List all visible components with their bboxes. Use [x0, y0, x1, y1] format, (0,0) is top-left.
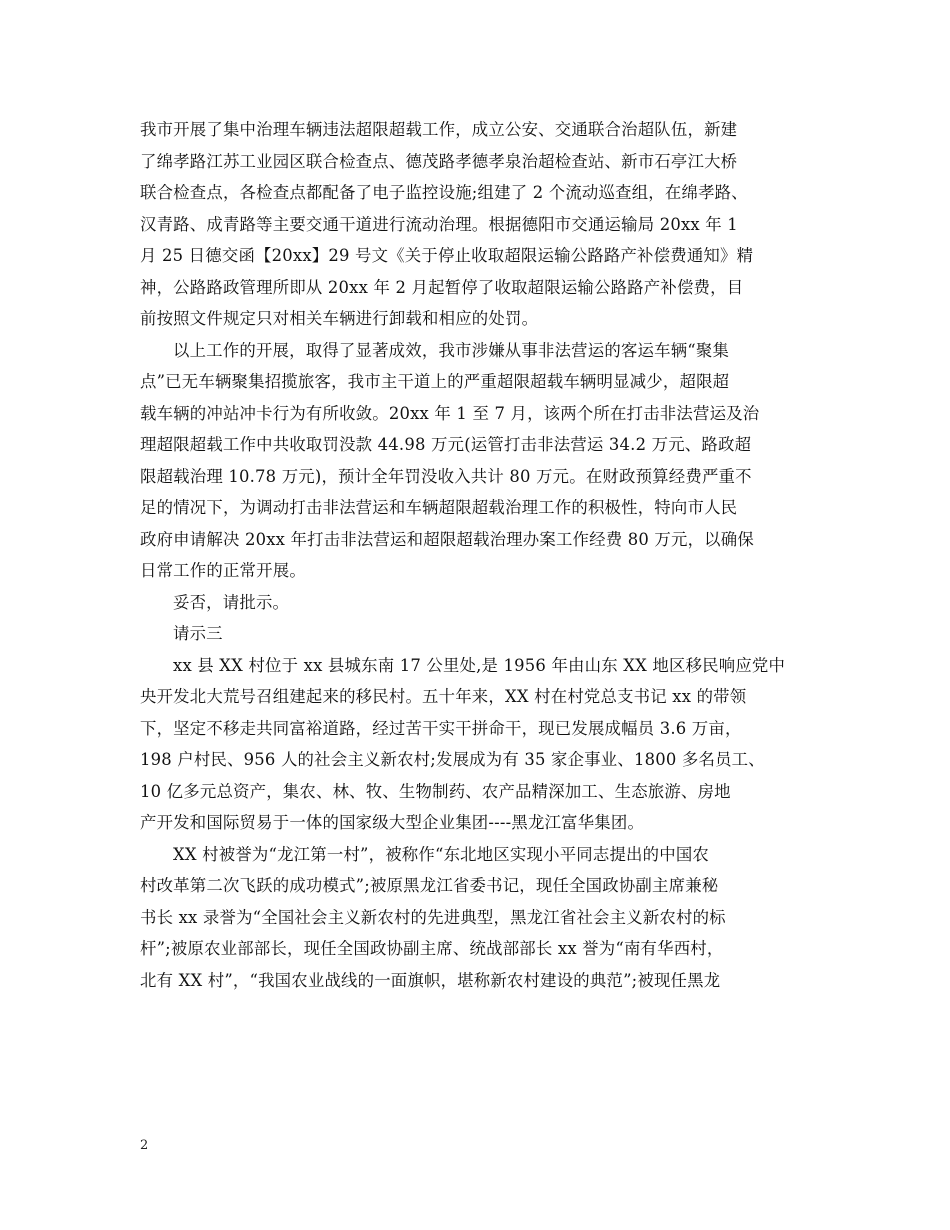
- text-line: 我市开展了集中治理车辆违法超限超载工作，成立公安、交通联合治超队伍，新建: [140, 120, 738, 139]
- text-line: 政府申请解决 20xx 年打击非法营运和超限超载治理办案工作经费 80 万元，以确保: [140, 529, 754, 549]
- page-number: 2: [140, 1138, 149, 1153]
- section-heading: 请示三: [173, 624, 223, 643]
- text-line: 载车辆的冲站冲卡行为有所收敛。20xx 年 1 至 7 月，该两个所在打击非法营运及治: [140, 403, 760, 423]
- text-line: 10 亿多元总资产，集农、林、牧、生物制药、农产品精深加工、生态旅游、房地: [140, 781, 731, 801]
- text-line: 书长 xx 录誉为“全国社会主义新农村的先进典型，黑龙江省社会主义新农村的标: [140, 907, 726, 927]
- paragraph-start-line: 妥否，请批示。: [173, 592, 290, 612]
- text-line: 联合检查点，各检查点都配备了电子监控设施;组建了 2 个流动巡查组，在绵孝路、: [140, 183, 748, 202]
- text-line: 了绵孝路江苏工业园区联合检查点、德茂路孝德孝泉治超检查站、新市石亭江大桥: [140, 151, 738, 171]
- text-line: 央开发北大荒号召组建起来的移民村。五十年来，XX 村在村党总支书记 xx 的带领: [140, 687, 747, 706]
- text-line: 198 户村民、956 人的社会主义新农村;发展成为有 35 家企事业、1800 多名员工、: [140, 750, 765, 769]
- text-line: 产开发和国际贸易于一体的国家级大型企业集团----黑龙江富华集团。: [140, 813, 645, 832]
- text-line: 足的情况下，为调动打击非法营运和车辆超限超载治理工作的积极性，特向市人民: [140, 498, 738, 517]
- text-line: 限超载治理 10.78 万元)，预计全年罚没收入共计 80 万元。在财政预算经费严重不: [140, 466, 752, 486]
- text-line: 村改革第二次飞跃的成功模式”;被原黑龙江省委书记，现任全国政协副主席兼秘: [140, 876, 719, 895]
- text-line: 杆”;被原农业部部长，现任全国政协副主席、统战部部长 xx 誉为“南有华西村，: [140, 939, 724, 958]
- document-body: [140, 114, 830, 996]
- text-line: 下，坚定不移走共同富裕道路，经过苦干实干拼命干，现已发展成幅员 3.6 万亩，: [140, 718, 742, 738]
- text-line: 前按照文件规定只对相关车辆进行卸载和相应的处罚。: [140, 309, 539, 328]
- text-line: 理超限超载工作中共收取罚没款 44.98 万元(运管打击非法营运 34.2 万元、路政超: [140, 435, 752, 454]
- paragraph-start-line: XX 村被誉为“龙江第一村”，被称作“东北地区实现小平同志提出的中国农: [173, 844, 710, 864]
- text-line: 月 25 日德交函【20xx】29 号文《关于停止收取超限运输公路路产补偿费通知》精: [140, 246, 754, 265]
- paragraph-start-line: xx 县 XX 村位于 xx 县城东南 17 公里处,是 1956 年由山东 XX 地区移民响应党中: [173, 655, 786, 675]
- text-line: 神，公路路政管理所即从 20xx 年 2 月起暂停了收取超限运输公路路产补偿费，目: [140, 277, 744, 297]
- text-line: 汉青路、成青路等主要交通干道进行流动治理。根据德阳市交通运输局 20xx 年 1: [140, 214, 738, 234]
- text-line: 点”已无车辆聚集招揽旅客，我市主干道上的严重超限超载车辆明显减少，超限超: [140, 372, 730, 391]
- paragraph-start-line: 以上工作的开展，取得了显著成效，我市涉嫌从事非法营运的客运车辆“聚集: [173, 340, 730, 360]
- text-line: 北有 XX 村”，“我国农业战线的一面旗帜，堪称新农村建设的典范”;被现任黑龙: [140, 970, 721, 990]
- text-line: 日常工作的正常开展。: [140, 561, 306, 580]
